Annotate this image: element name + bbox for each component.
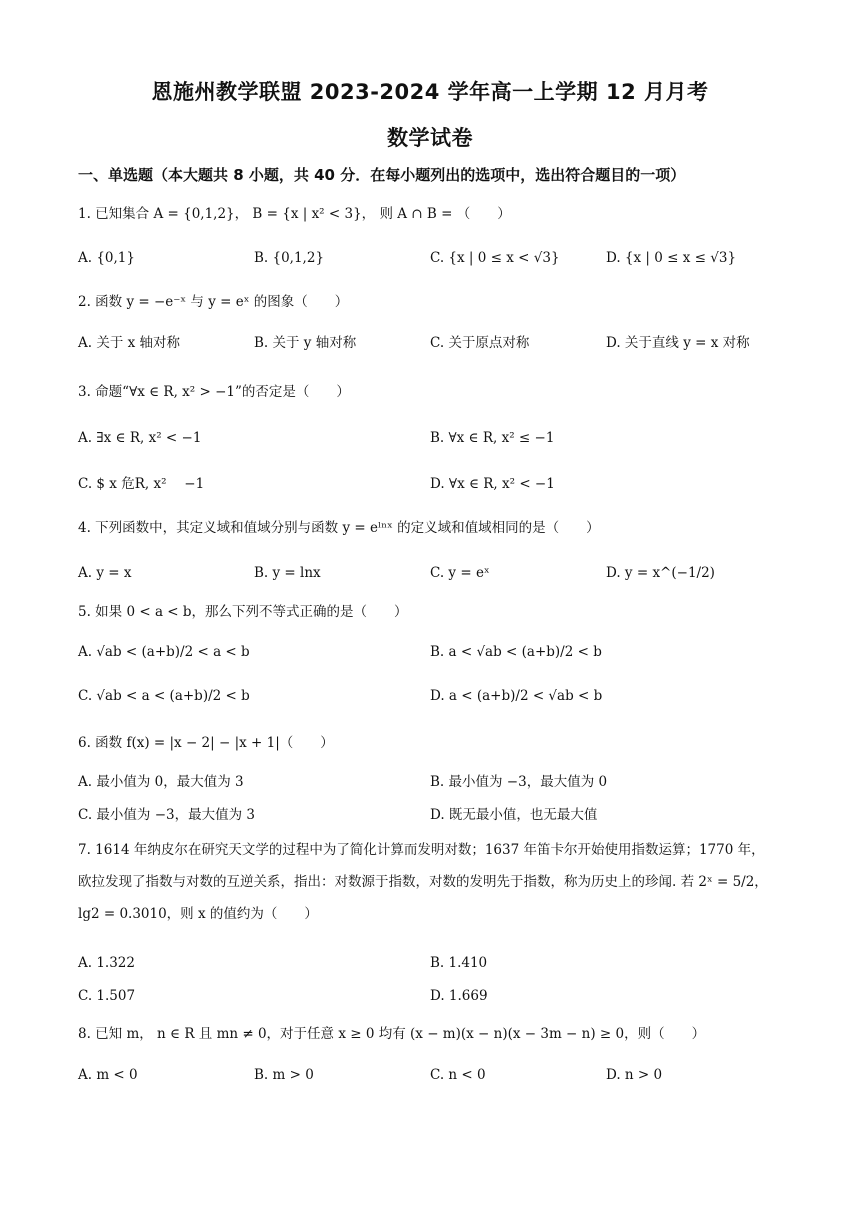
question-8-option-a: A. m < 0 — [78, 1067, 138, 1083]
question-7-option-b: B. 1.410 — [430, 955, 488, 971]
question-6-option-a: A. 最小值为 0，最大值为 3 — [78, 774, 244, 790]
question-1-option-b: B. {0,1,2} — [254, 250, 325, 266]
question-4-option-a: A. y = x — [78, 565, 132, 581]
section-heading: 一、单选题（本大题共 8 小题，共 40 分．在每小题列出的选项中，选出符合题目的一项） — [78, 166, 686, 184]
question-2-option-a: A. 关于 x 轴对称 — [78, 335, 181, 351]
question-7-option-d: D. 1.669 — [430, 988, 488, 1004]
question-1-stem: 1. 已知集合 A = {0,1,2}， B = {x | x² < 3}， 则 A ∩ B = （ ） — [78, 206, 511, 222]
question-5-stem: 5. 如果 0 < a < b，那么下列不等式正确的是（ ） — [78, 604, 408, 620]
question-4-option-c: C. y = eˣ — [430, 565, 490, 581]
question-2-option-b: B. 关于 y 轴对称 — [254, 335, 357, 351]
question-8-stem: 8. 已知 m， n ∈ R 且 mn ≠ 0，对于任意 x ≥ 0 均有 (x − m)(x − n)(x − 3m − n) ≥ 0，则（ ） — [78, 1026, 706, 1042]
question-5-option-b: B. a < √ab < (a+b)/2 < b — [430, 644, 602, 660]
question-4-stem: 4. 下列函数中，其定义域和值域分别与函数 y = eˡⁿˣ 的定义域和值域相同的是（ ） — [78, 520, 600, 536]
question-5-option-d: D. a < (a+b)/2 < √ab < b — [430, 688, 603, 704]
question-7-stem: 7. 1614 年纳皮尔在研究天文学的过程中为了简化计算而发明对数；1637 年笛卡尔开始使用指数运算；1770 年，欧拉发现了指数与对数的互逆关系，指出：对数源于指数，对数的发明先于指数，称为历史上的珍闻. 若 2ˣ = 5/2， lg2 = 0.3010，则 x 的值约为（ ） — [78, 842, 768, 922]
question-3-option-c: C. $ x 危R, x² −1 — [78, 476, 205, 492]
question-8-option-c: C. n < 0 — [430, 1067, 486, 1083]
question-8-option-b: B. m > 0 — [254, 1067, 314, 1083]
question-5-option-c: C. √ab < a < (a+b)/2 < b — [78, 688, 250, 704]
question-6-option-d: D. 既无最小值，也无最大值 — [430, 807, 598, 823]
question-8-option-d: D. n > 0 — [606, 1067, 663, 1083]
question-3-stem: 3. 命题“∀x ∈ R, x² > −1”的否定是（ ） — [78, 384, 350, 400]
question-6-option-b: B. 最小值为 −3，最大值为 0 — [430, 774, 608, 790]
question-3-option-b: B. ∀x ∈ R, x² ≤ −1 — [430, 430, 555, 446]
question-4-option-b: B. y = lnx — [254, 565, 321, 581]
exam-title: 恩施州教学联盟 2023-2024 学年高一上学期 12 月月考 — [151, 80, 709, 104]
question-1-option-c: C. {x | 0 ≤ x < √3} — [430, 250, 560, 266]
exam-subtitle: 数学试卷 — [387, 126, 473, 150]
question-4-option-d: D. y = x^(−1/2) — [606, 565, 715, 581]
question-7-option-a: A. 1.322 — [78, 955, 135, 971]
question-1-option-d: D. {x | 0 ≤ x ≤ √3} — [606, 250, 737, 266]
question-6-option-c: C. 最小值为 −3，最大值为 3 — [78, 807, 256, 823]
question-3-option-d: D. ∀x ∈ R, x² < −1 — [430, 476, 555, 492]
question-7-option-c: C. 1.507 — [78, 988, 136, 1004]
question-5-option-a: A. √ab < (a+b)/2 < a < b — [78, 644, 250, 660]
question-3-option-a: A. ∃x ∈ R, x² < −1 — [78, 430, 202, 446]
question-2-option-d: D. 关于直线 y = x 对称 — [606, 335, 750, 351]
question-6-stem: 6. 函数 f(x) = |x − 2| − |x + 1|（ ） — [78, 735, 334, 751]
question-2-stem: 2. 函数 y = −e⁻ˣ 与 y = eˣ 的图象（ ） — [78, 294, 349, 310]
question-1-option-a: A. {0,1} — [78, 250, 135, 266]
question-2-option-c: C. 关于原点对称 — [430, 335, 530, 351]
